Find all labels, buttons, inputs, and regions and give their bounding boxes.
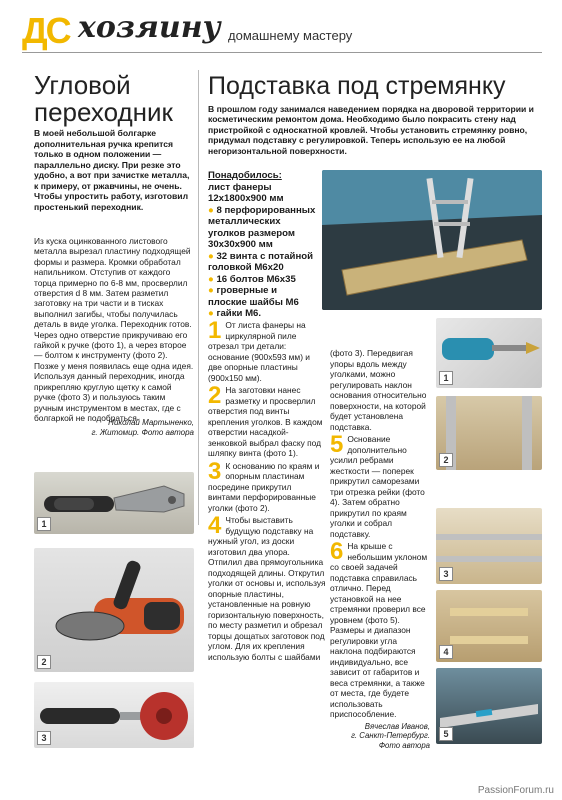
photo-number: 2 bbox=[37, 655, 51, 669]
material-item: ● 8 перфорированных металлических уголков размером 30х30х900 мм bbox=[208, 204, 316, 250]
page-header bbox=[22, 8, 542, 52]
material-item: ● 32 винта с потайной головкой М6х20 bbox=[208, 250, 313, 273]
step-1: 1 От листа фанеры на циркулярной пиле отрезал три детали: основание (900х593 мм) и две опорные пластины (900х150 мм). bbox=[208, 317, 310, 383]
wire-brush-handle-image bbox=[34, 682, 194, 748]
left-author-name: Николай Мартыненко, bbox=[108, 418, 194, 427]
photo-number: 1 bbox=[439, 371, 453, 385]
material-item: ● гайки М6. bbox=[208, 308, 262, 319]
left-photo-2 bbox=[34, 548, 194, 672]
left-article-author bbox=[34, 418, 194, 438]
grinder-handle-adapter-image bbox=[34, 472, 194, 534]
bullet-icon: ● bbox=[208, 250, 217, 262]
bullet-icon: ● bbox=[208, 285, 217, 296]
step-6: 6 На крыше с небольшим уклоном со своей задачей подставка справилась отлично. Перед установкой на нее стремянки проверил все уровнем (фото 5). Размеры и диапазон регулировки угла наклона подбираются индивидуально, все зависит от габаритов и веса стремянки, а также от места, где будете использовать приспособление. bbox=[330, 538, 428, 719]
materials-list bbox=[208, 170, 318, 320]
material-item: ● гроверные и плоские шайбы М6 bbox=[208, 285, 299, 308]
right-article-title: Подставка под стремянку bbox=[208, 72, 506, 100]
bullet-icon: ● bbox=[208, 273, 217, 285]
right-photo-1 bbox=[436, 318, 542, 388]
right-photo-4 bbox=[436, 590, 542, 662]
materials-title: Понадобилось: bbox=[208, 170, 282, 181]
left-article-body: Из куска оцинкованного листового металла вырезал пластину подходящей формы и размера. Кромки обработал напильником. Отступив от каждого торца примерно по 6-8 мм, просверлил отверстия d 8 мм. Затем разметил заготовку на три части и в тисках выполнил загибы, чтобы получилась деталь в виде уголка. Переходник готов. Через одно отверстие прикручиваю его гайкой к ручке (фото 1), а через второе — болтом к инструменту (фото 2). Позже у меня появилась еще одна идея. Используя данный переходник, иногда прикрепляю круглую щетку к самой ручке (фото 3) и пользуюсь таким ручным инструментом в местах, где с болгаркой не подобраться. bbox=[34, 236, 194, 423]
left-photo-3 bbox=[34, 682, 194, 748]
watermark: PassionForum.ru bbox=[477, 785, 554, 796]
right-article-author bbox=[330, 722, 430, 751]
section-title: хозяину bbox=[78, 10, 221, 45]
angle-grinder-image bbox=[34, 548, 194, 672]
left-author-city: г. Житомир. Фото автора bbox=[91, 428, 194, 437]
right-photo-5 bbox=[436, 668, 542, 744]
bullet-icon: ● bbox=[208, 204, 217, 216]
left-article-lead: В моей небольшой болгарке дополнительная ручка крепится только в одном положении — параллельно диску. При резке это удобно, а вот при зачистке металла, к примеру, от ржавчины, не очень. Чтобы упростить работу, изготовил простенький переходник. bbox=[34, 128, 190, 212]
photo-number: 3 bbox=[439, 567, 453, 581]
left-photo-1 bbox=[34, 472, 194, 534]
step-5: 5 Основание дополнительно усилил ребрами жесткости — поперек прикрутил саморезами три отрезка рейки (фото 4). Затем обратно прикрутил по краям уголки и собрал подставку. bbox=[330, 431, 425, 539]
step-4: 4 Чтобы выставить будущую подставку на нужный угол, из доски изготовил два упора. Отпилил два прямоугольника подходящей длины. Открутил уголки от основы и, используя опорные пластины, установленные на ровную горизонтальную поверхность, по месту разметил и обрезал торцы дощатых заготовок под углом. Для их крепления использую болты с шайбами bbox=[208, 512, 326, 662]
left-article-title: Угловой переходник bbox=[34, 70, 173, 127]
right-author-name: Вячеслав Иванов, bbox=[364, 721, 430, 731]
right-author-city: г. Санкт-Петербург. bbox=[351, 731, 430, 741]
header-divider bbox=[22, 52, 542, 53]
right-photo-2 bbox=[436, 396, 542, 470]
photo-number: 2 bbox=[439, 453, 453, 467]
right-author-photo-credit: Фото автора bbox=[378, 740, 430, 750]
step-4-continued: (фото 3). Передвигая упоры вдоль между уголками, можно регулировать наклон основания относительно поверхности, на которой будет установлена подставка. bbox=[330, 348, 427, 432]
main-photo-ladder-on-roof bbox=[322, 170, 542, 310]
step-3: 3 К основанию по краям и опорным пластинам посредине прикрутил винтами перфорированные уголки (фото 2). bbox=[208, 457, 320, 513]
section-subtitle: домашнему мастеру bbox=[228, 28, 353, 43]
photo-number: 3 bbox=[37, 731, 51, 745]
right-article-lead: В прошлом году занимался наведением порядка на дворовой территории и косметическим ремонтом дома. Необходимо было покрасить стену над пристройкой с односкатной кровлей. Чтобы установить стремянку ровно, придумал подставку с регулировкой. Теперь использую ее на любой негоризонтальной поверхности. bbox=[208, 104, 534, 156]
photo-number: 5 bbox=[439, 727, 453, 741]
right-photo-3 bbox=[436, 508, 542, 584]
ladder-stand-image bbox=[322, 170, 542, 310]
steps-column-2 bbox=[330, 348, 430, 750]
photo-number: 4 bbox=[439, 645, 453, 659]
material-item: ● 16 болтов М6х35 bbox=[208, 273, 296, 285]
magazine-logo-mark: ДС bbox=[22, 10, 70, 51]
column-divider bbox=[198, 70, 199, 525]
step-2: 2 На заготовки нанес разметку и просверлил отверстия под винты крепления уголков. В каждом отверстии насадкой-зенковкой выбрал фаску под шляпку винта (фото 1). bbox=[208, 382, 323, 458]
bullet-icon: ● bbox=[208, 308, 217, 319]
steps-column-1 bbox=[208, 317, 326, 664]
material-item: лист фанеры 12х1800х900 мм bbox=[208, 181, 284, 204]
photo-number: 1 bbox=[37, 517, 51, 531]
